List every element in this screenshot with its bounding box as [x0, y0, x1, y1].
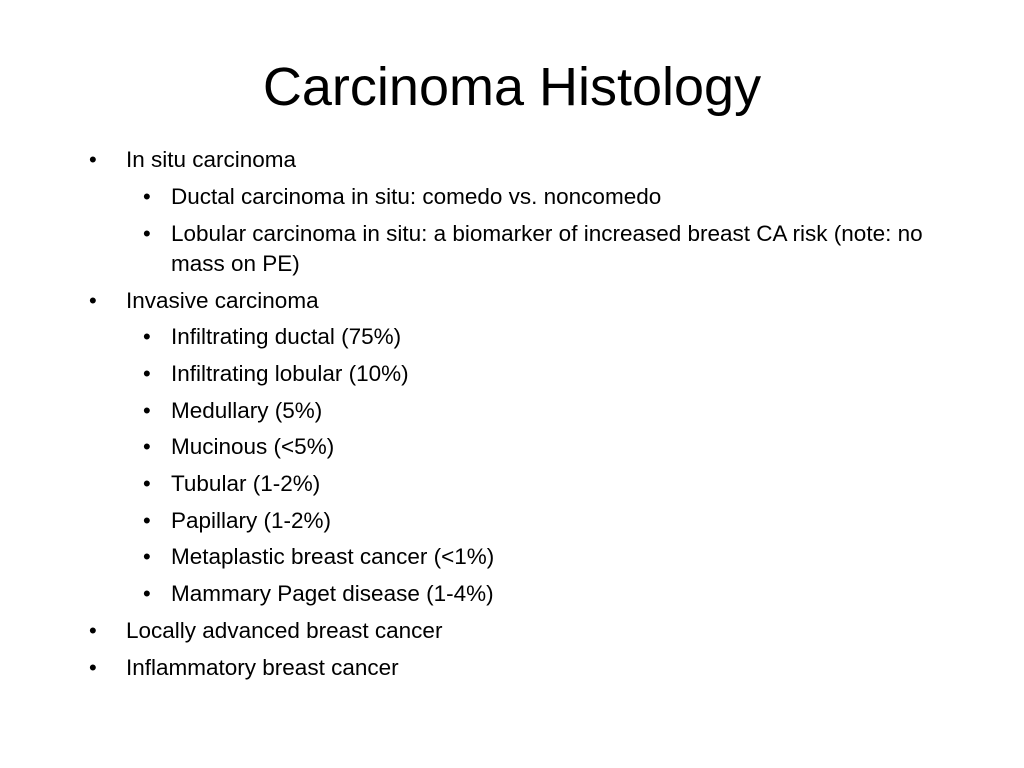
bullet-icon: •	[89, 147, 97, 172]
list-item	[89, 616, 443, 646]
list-item	[143, 396, 323, 426]
list-item-text: Papillary (1-2%)	[171, 508, 332, 533]
bullet-icon: •	[143, 508, 151, 533]
bullet-icon: •	[143, 184, 151, 209]
list-item	[143, 359, 409, 389]
list-item-text: Lobular carcinoma in situ: a biomarker of increased breast CA risk (note: no mass on PE)	[171, 221, 923, 276]
list-item	[89, 653, 399, 683]
list-item	[89, 286, 319, 316]
list-item-text: Tubular (1-2%)	[171, 471, 321, 496]
list-item-text: Mammary Paget disease (1-4%)	[171, 581, 494, 606]
bullet-icon: •	[143, 361, 151, 386]
bullet-list	[0, 140, 1024, 740]
bullet-icon: •	[143, 471, 151, 496]
list-item-text: Metaplastic breast cancer (<1%)	[171, 544, 495, 569]
slide-title: Carcinoma Histology	[262, 57, 762, 117]
list-item-text: Infiltrating ductal (75%)	[171, 324, 402, 349]
bullet-icon: •	[143, 434, 151, 459]
list-item-text: In situ carcinoma	[126, 147, 297, 172]
list-item	[143, 322, 402, 352]
bullet-icon: •	[89, 618, 97, 643]
list-item	[143, 506, 332, 536]
list-item-text: Medullary (5%)	[171, 398, 323, 423]
bullet-icon: •	[143, 221, 151, 246]
list-item	[143, 579, 494, 609]
list-item	[143, 432, 335, 462]
bullet-icon: •	[143, 544, 151, 569]
list-item	[89, 145, 297, 175]
list-item-text: Inflammatory breast cancer	[126, 655, 399, 680]
bullet-icon: •	[89, 655, 97, 680]
bullet-icon: •	[143, 324, 151, 349]
list-item	[143, 542, 495, 572]
list-item	[143, 469, 321, 499]
list-item-text: Mucinous (<5%)	[171, 434, 335, 459]
list-item-text: Ductal carcinoma in situ: comedo vs. noncomedo	[171, 184, 662, 209]
list-item-text: Locally advanced breast cancer	[126, 618, 443, 643]
bullet-icon: •	[143, 581, 151, 606]
list-item	[143, 182, 662, 212]
list-item-text: Invasive carcinoma	[126, 288, 319, 313]
list-item-text: Infiltrating lobular (10%)	[171, 361, 409, 386]
bullet-icon: •	[89, 288, 97, 313]
bullet-icon: •	[143, 398, 151, 423]
list-item	[143, 219, 941, 279]
